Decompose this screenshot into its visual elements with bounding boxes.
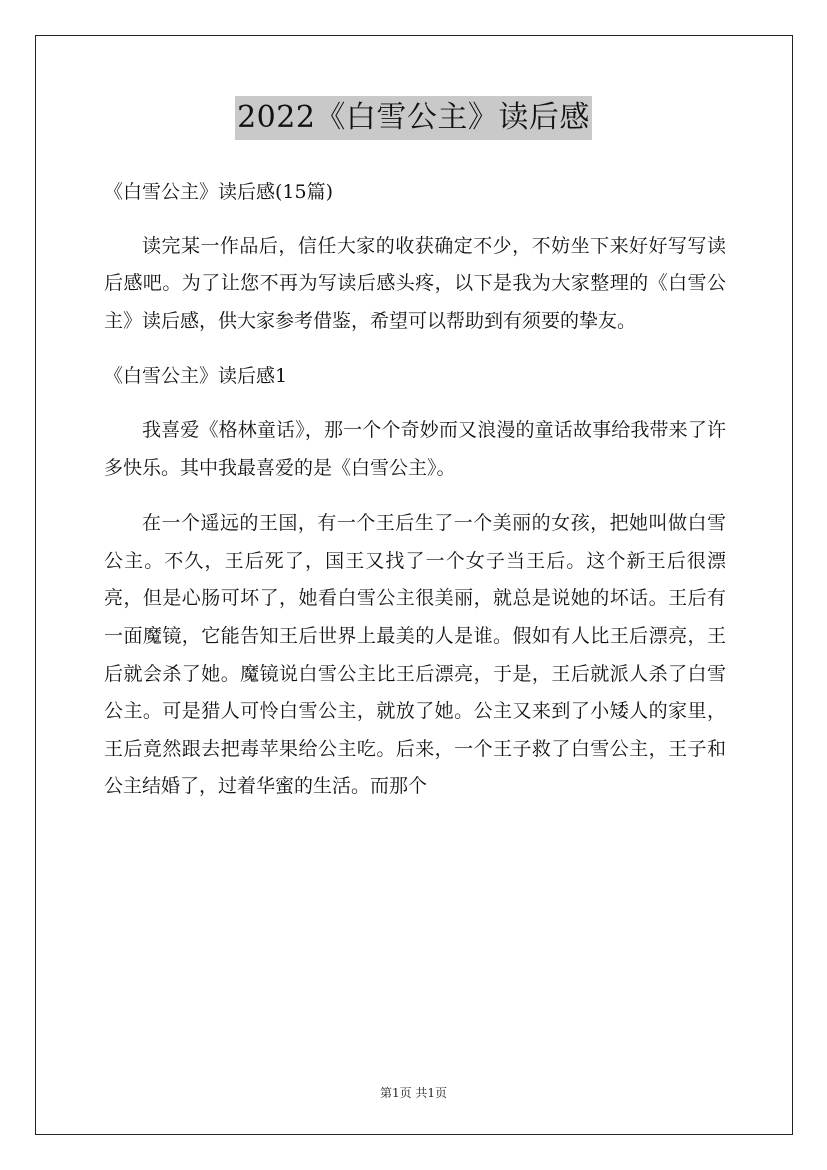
body-paragraph: 我喜爱《格林童话》，那一个个奇妙而又浪漫的童话故事给我带来了许多快乐。其中我最喜爱的是《白雪公主》。 [104, 418, 726, 479]
page-footer: 第1页 共1页 [379, 1086, 448, 1100]
section-heading: 《白雪公主》读后感(15篇) [104, 181, 334, 203]
body-paragraph: 在一个遥远的王国，有一个王后生了一个美丽的女孩，把她叫做白雪公主。不久，王后死了，国王又找了一个女子当王后。这个新王后很漂亮，但是心肠可坏了，她看白雪公主很美丽，就总是说她的坏话。王后有一面魔镜，它能告知王后世界上最美的人是谁。假如有人比王后漂亮，王后就会杀了她。魔镜说白雪公主比王后漂亮，于是，王后就派人杀了白雪公主。可是猎人可怜白雪公主，就放了她。公主又来到了小矮人的家里，王后竟然跟去把毒苹果给公主吃。后来，一个王子救了白雪公主，王子和公主结婚了，过着华蜜的生活。而那个 [104, 512, 726, 798]
title-container [0, 96, 827, 140]
section-heading: 《白雪公主》读后感1 [104, 365, 288, 388]
document-body [104, 174, 726, 824]
document-title: 2022《白雪公主》读后感 [235, 96, 592, 140]
body-paragraph: 读完某一作品后，信任大家的收获确定不少，不妨坐下来好好写写读后感吧。为了让您不再为写读后感头疼，以下是我为大家整理的《白雪公主》读后感，供大家参考借鉴，希望可以帮助到有须要的挚友。 [104, 234, 726, 332]
